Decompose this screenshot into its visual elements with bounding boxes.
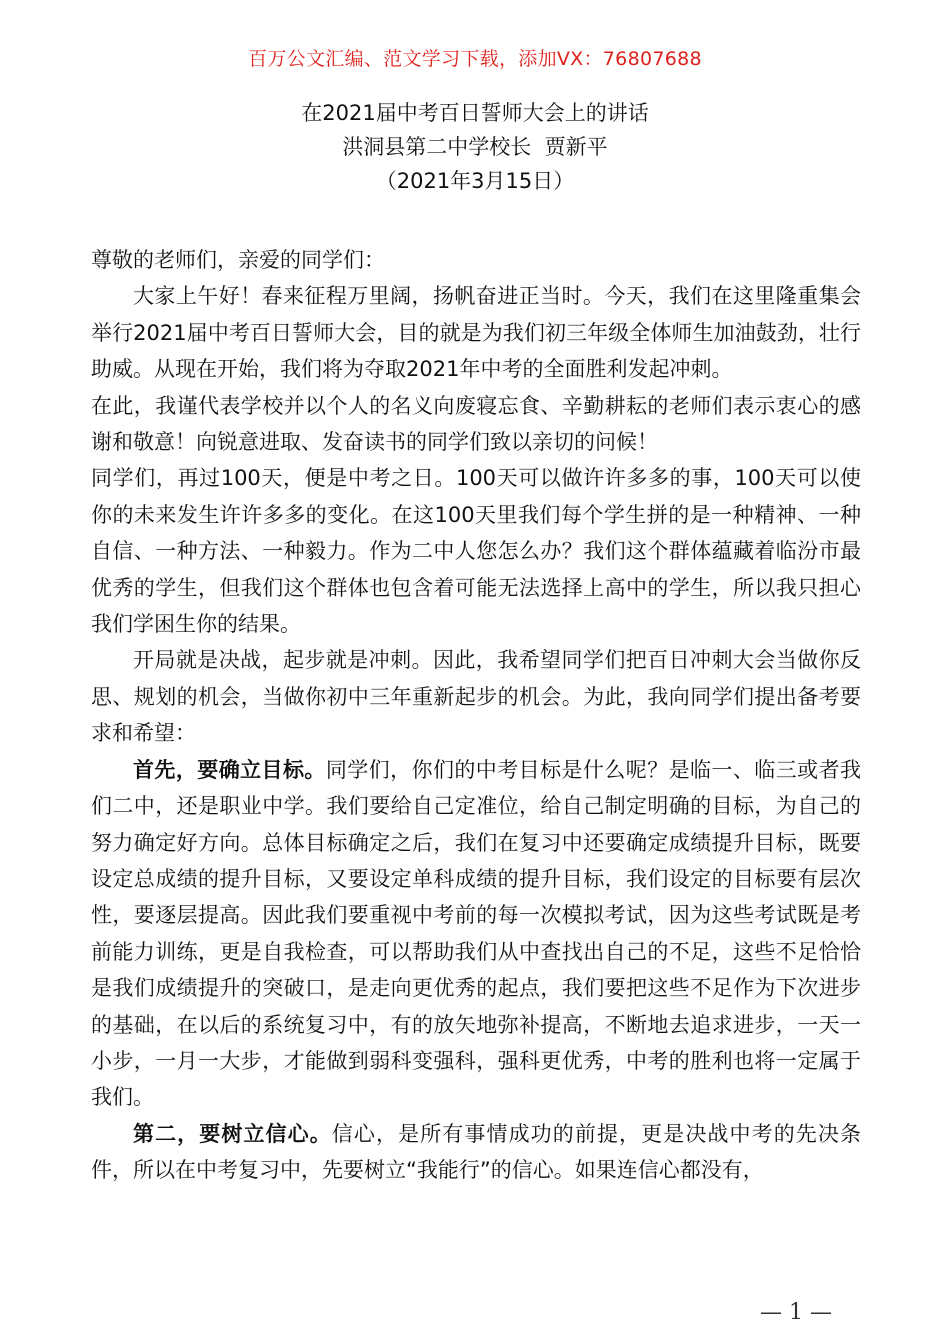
salutation: 尊敬的老师们，亲爱的同学们： — [91, 248, 385, 272]
speech-title: 在2021届中考百日誓师大会上的讲话 — [301, 101, 649, 125]
speaker-line: 洪洞县第二中学校长 贾新平 — [342, 135, 608, 159]
paragraph-6-lead: 第二，要树立信心。 — [133, 1121, 332, 1146]
speech-body — [91, 242, 861, 1189]
page-number: — 1 — — [760, 1300, 832, 1325]
paragraph-4: 开局就是决战，起步就是冲刺。因此，我希望同学们把百日冲刺大会当做你反思、规划的机会，当做你初中三年重新起步的机会。为此，我向同学们提出备考要求和希望： — [91, 648, 861, 746]
paragraph-6 — [91, 1116, 861, 1189]
paragraph-5-lead: 首先，要确立目标。 — [133, 757, 326, 782]
paragraph-2: 在此，我谨代表学校并以个人的名义向废寝忘食、辛勤耕耘的老师们表示衷心的感谢和敬意！向锐意进取、发奋读书的同学们致以亲切的问候！ — [91, 393, 861, 455]
paragraph-1: 大家上午好！春来征程万里阔，扬帆奋进正当时。今天，我们在这里隆重集会举行2021届中考百日誓师大会，目的就是为我们初三年级全体师生加油鼓劲，壮行助威。从现在开始，我们将为夺取2021年中考的全面胜利发起冲刺。 — [91, 284, 861, 382]
paragraph-5-text: 同学们，你们的中考目标是什么呢？是临一、临三或者我们二中，还是职业中学。我们要给自己定准位，给自己制定明确的目标，为自己的努力确定好方向。总体目标确定之后，我们在复习中还要确定成绩提升目标，既要设定总成绩的提升目标，又要设定单科成绩的提升目标，我们设定的目标要有层次性，要逐层提高。因此我们要重视中考前的每一次模拟考试，因为这些考试既是考前能力训练，更是自我检查，可以帮助我们从中查找出自己的不足，这些不足恰恰是我们成绩提升的突破口，是走向更优秀的起点，我们要把这些不足作为下次进步的基础，在以后的系统复习中，有的放矢地弥补提高，不断地去追求进步，一天一小步，一月一大步，才能做到弱科变强科，强科更优秀，中考的胜利也将一定属于我们。 — [91, 757, 862, 1110]
paragraph-5 — [91, 752, 861, 1116]
header-banner: 百万公文汇编、范文学习下载，添加VX：76807688 — [248, 48, 702, 70]
paragraph-6-text: 信心，是所有事情成功的前提，更是决战中考的先决条件，所以在中考复习中，先要树立“我能行”的信心。如果连信心都没有， — [91, 1121, 861, 1183]
speech-date: （2021年3月15日） — [375, 169, 575, 193]
title-block — [0, 96, 950, 198]
paragraph-3: 同学们，再过100天，便是中考之日。100天可以做许许多多的事，100天可以使你的未来发生许许多多的变化。在这100天里我们每个学生拼的是一种精神、一种自信、一种方法、一种毅力。作为二中人您怎么办？我们这个群体蕴藏着临汾市最优秀的学生，但我们这个群体也包含着可能无法选择上高中的学生，所以我只担心我们学困生你的结果。 — [91, 466, 861, 637]
